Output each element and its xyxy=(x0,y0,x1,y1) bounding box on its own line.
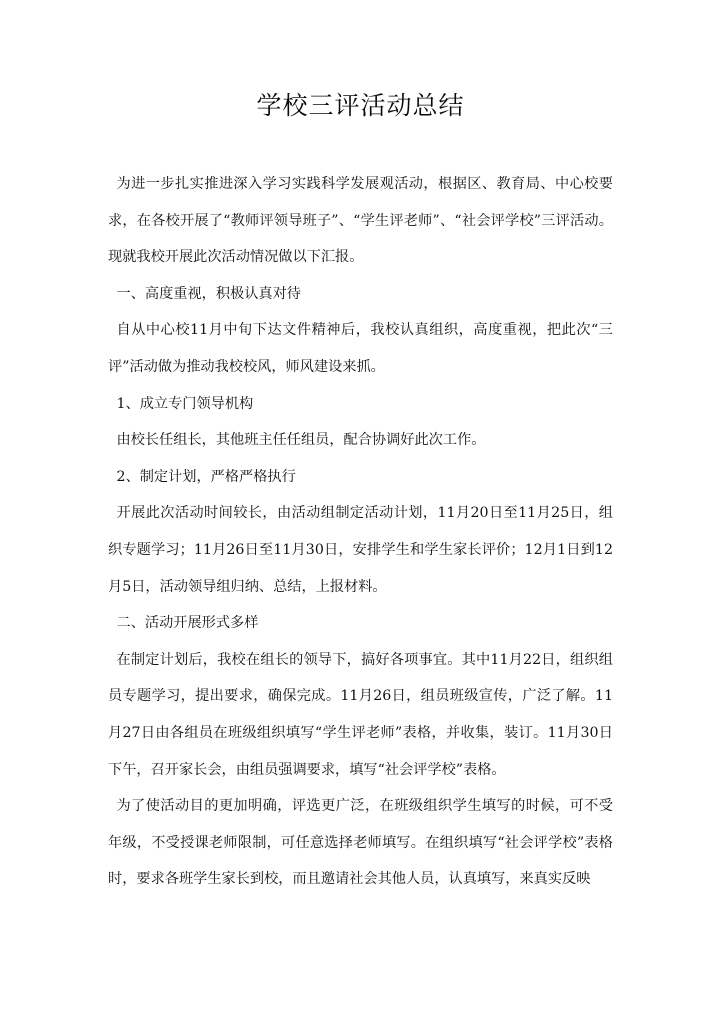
paragraph-section-2b: 为了使活动目的更加明确，评选更广泛，在班级组织学生填写的时候，可不受年级，不受授课老师限制，可任意选择老师填写。在组织填写“社会评学校”表格时，要求各班学生家长到校，而且邀请社会其他人员，认真填写，来真实反映 xyxy=(108,798,613,888)
document-title: 学校三评活动总结 xyxy=(256,91,465,120)
section-heading-2: 二、活动开展形式多样 xyxy=(116,615,259,632)
paragraph-section-1: 自从中心校11月中旬下达文件精神后，我校认真组织，高度重视，把此次“三评”活动做为推动我校校风，师风建设来抓。 xyxy=(108,322,613,375)
subheading-1-1: 1、成立专门领导机构 xyxy=(116,395,254,412)
paragraph-intro: 为进一步扎实推进深入学习实践科学发展观活动，根据区、教育局、中心校要求，在各校开展了“教师评领导班子”、“学生评老师”、“社会评学校”三评活动。现就我校开展此次活动情况做以下汇报。 xyxy=(108,176,613,266)
subheading-1-2: 2、制定计划，严格严格执行 xyxy=(116,468,296,485)
document-body xyxy=(108,166,613,898)
paragraph-subsection-1-2: 开展此次活动时间较长，由活动组制定活动计划，11月20日至11月25日，组织专题学习；11月26日至11月30日，安排学生和学生家长评价；12月1日到12月5日，活动领导组归纳、总结，上报材料。 xyxy=(108,505,613,595)
paragraph-section-2a: 在制定计划后，我校在组长的领导下，搞好各项事宜。其中11月22日，组织组员专题学习，提出要求，确保完成。11月26日，组员班级宣传，广泛了解。11月27日由各组员在班级组织填写“学生评老师”表格，并收集，装订。11月30日下午，召开家长会，由组员强调要求，填写“社会评学校”表格。 xyxy=(108,651,613,778)
section-heading-1: 一、高度重视，积极认真对待 xyxy=(116,285,301,302)
paragraph-subsection-1-1: 由校长任组长，其他班主任任组员，配合协调好此次工作。 xyxy=(116,432,486,449)
